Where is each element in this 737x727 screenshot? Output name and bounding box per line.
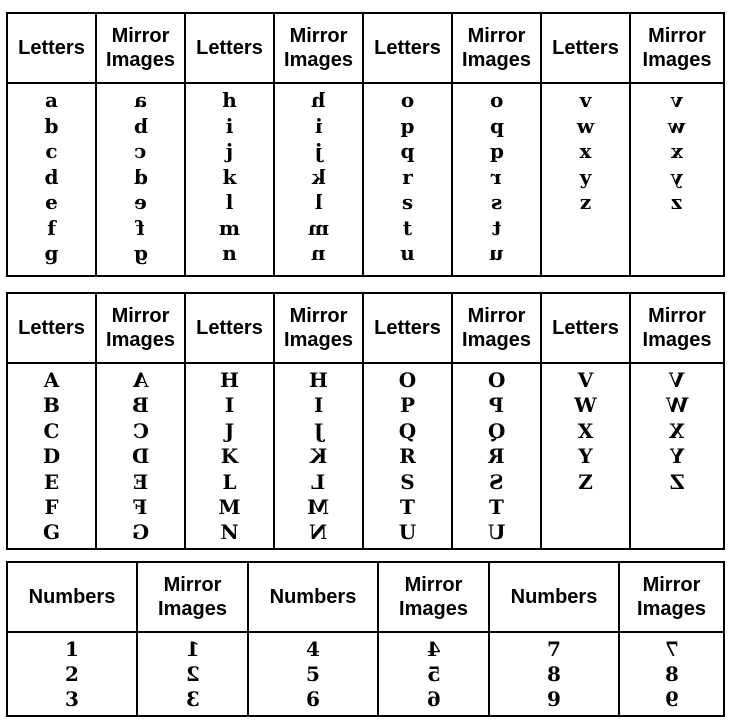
character-cell: b bbox=[44, 113, 59, 138]
character-cell: 8 bbox=[547, 662, 561, 686]
character-cell: J bbox=[224, 418, 235, 443]
character-cell: G bbox=[42, 520, 61, 545]
mirrored-character-cell: S bbox=[489, 469, 504, 494]
uppercase-letters-table bbox=[6, 292, 725, 550]
mirrored-character-cell: 1 bbox=[185, 637, 200, 661]
mirrored-character-cell: J bbox=[313, 418, 324, 443]
mirrored-character-cell: m bbox=[307, 215, 330, 240]
character-cell: T bbox=[400, 494, 415, 519]
header-mirror-images: Mirror Images bbox=[97, 14, 186, 84]
character-cell: w bbox=[576, 113, 595, 138]
header-letters: Letters bbox=[186, 14, 275, 84]
mirrored-character-cell: R bbox=[488, 444, 505, 469]
character-cell: I bbox=[224, 393, 235, 418]
mirrored-character-cell: g bbox=[133, 241, 148, 265]
mirrored-character-cell: 2 bbox=[185, 662, 200, 686]
character-cell: f bbox=[47, 215, 56, 240]
character-cell: u bbox=[400, 241, 415, 265]
character-cell: x bbox=[579, 139, 592, 163]
mirrored-character-cell: b bbox=[133, 113, 148, 138]
character-cell: 7 bbox=[547, 637, 561, 661]
header-mirror-images: Mirror Images bbox=[275, 294, 364, 364]
mirrored-character-cell: A bbox=[132, 368, 149, 392]
mirrored-character-cell: U bbox=[487, 520, 506, 545]
character-cell: 2 bbox=[65, 662, 79, 686]
character-cell: q bbox=[400, 139, 415, 163]
mirrored-character-cell: x bbox=[671, 139, 683, 163]
numbers-table bbox=[6, 561, 725, 717]
character-cell: g bbox=[44, 241, 59, 265]
original-column bbox=[8, 84, 97, 275]
mirrored-character-cell: 3 bbox=[185, 687, 200, 711]
character-cell: N bbox=[220, 520, 239, 545]
character-cell: l bbox=[225, 190, 234, 214]
character-cell: O bbox=[398, 368, 417, 392]
character-cell: L bbox=[222, 469, 237, 494]
character-cell: y bbox=[579, 164, 592, 189]
mirrored-character-cell: s bbox=[490, 190, 503, 214]
original-column bbox=[186, 364, 275, 548]
mirror-column bbox=[379, 633, 490, 715]
character-cell: Q bbox=[398, 418, 417, 443]
mirrored-character-cell: 6 bbox=[426, 687, 441, 711]
character-cell: a bbox=[45, 88, 58, 112]
character-cell: E bbox=[43, 469, 60, 494]
mirrored-character-cell: l bbox=[314, 190, 323, 214]
mirror-column bbox=[631, 84, 723, 275]
header-letters: Letters bbox=[542, 294, 631, 364]
mirror-column bbox=[138, 633, 249, 715]
character-cell: Y bbox=[578, 444, 593, 469]
character-cell: s bbox=[401, 190, 414, 214]
mirrored-character-cell: 9 bbox=[664, 687, 679, 711]
header-mirror-images: Mirror Images bbox=[631, 294, 723, 364]
mirrored-character-cell: E bbox=[132, 469, 149, 494]
mirrored-character-cell: z bbox=[671, 190, 683, 214]
mirrored-character-cell: n bbox=[311, 241, 326, 265]
original-column bbox=[542, 84, 631, 275]
mirrored-character-cell: p bbox=[489, 113, 504, 138]
mirrored-character-cell: I bbox=[313, 393, 324, 418]
character-cell: j bbox=[225, 139, 234, 163]
character-cell: i bbox=[225, 113, 234, 138]
header-letters: Letters bbox=[8, 14, 97, 84]
mirrored-character-cell: Z bbox=[669, 469, 685, 494]
character-cell: B bbox=[43, 393, 60, 418]
mirrored-character-cell: 4 bbox=[426, 637, 441, 661]
mirrored-character-cell: k bbox=[311, 164, 326, 189]
character-cell: W bbox=[574, 393, 597, 418]
mirror-column bbox=[275, 84, 364, 275]
mirrored-character-cell: e bbox=[134, 190, 147, 214]
character-cell: D bbox=[42, 444, 61, 469]
mirror-column bbox=[97, 364, 186, 548]
mirror-column bbox=[97, 84, 186, 275]
character-cell: 3 bbox=[65, 687, 79, 711]
character-cell: d bbox=[44, 164, 59, 189]
mirrored-character-cell: h bbox=[311, 88, 326, 112]
character-cell: X bbox=[577, 418, 594, 443]
character-cell: r bbox=[402, 164, 413, 189]
character-cell: o bbox=[400, 88, 415, 112]
header-mirror-images: Mirror Images bbox=[275, 14, 364, 84]
character-cell: p bbox=[400, 113, 415, 138]
mirrored-character-cell: 8 bbox=[664, 662, 679, 686]
character-cell: P bbox=[399, 393, 416, 418]
character-cell: 4 bbox=[306, 637, 320, 661]
mirrored-character-cell: K bbox=[309, 444, 328, 469]
header-numbers: Numbers bbox=[8, 563, 138, 633]
header-mirror-images: Mirror Images bbox=[379, 563, 490, 633]
mirrored-character-cell: X bbox=[669, 418, 685, 443]
character-cell: c bbox=[45, 139, 58, 163]
header-mirror-images: Mirror Images bbox=[453, 294, 542, 364]
mirror-column bbox=[453, 364, 542, 548]
mirrored-character-cell: w bbox=[668, 113, 686, 138]
original-column bbox=[8, 364, 97, 548]
lowercase-letters-table bbox=[6, 12, 725, 277]
character-cell: n bbox=[222, 241, 237, 265]
mirrored-character-cell: F bbox=[133, 494, 148, 519]
character-cell: M bbox=[218, 494, 241, 519]
character-cell: V bbox=[577, 368, 594, 392]
character-cell: 6 bbox=[306, 687, 320, 711]
header-mirror-images: Mirror Images bbox=[620, 563, 723, 633]
mirrored-character-cell: o bbox=[489, 88, 504, 112]
character-cell: A bbox=[43, 368, 60, 392]
mirrored-character-cell: a bbox=[134, 88, 147, 112]
mirrored-character-cell: j bbox=[314, 139, 323, 163]
mirrored-character-cell: r bbox=[491, 164, 502, 189]
mirrored-character-cell: D bbox=[131, 444, 150, 469]
mirrored-character-cell: T bbox=[489, 494, 504, 519]
mirrored-character-cell: M bbox=[307, 494, 330, 519]
character-cell: 9 bbox=[547, 687, 561, 711]
header-letters: Letters bbox=[364, 14, 453, 84]
mirrored-character-cell: N bbox=[309, 520, 328, 545]
header-letters: Letters bbox=[8, 294, 97, 364]
mirrored-character-cell: V bbox=[669, 368, 685, 392]
header-mirror-images: Mirror Images bbox=[97, 294, 186, 364]
original-column bbox=[364, 364, 453, 548]
original-column bbox=[8, 633, 138, 715]
mirrored-character-cell: f bbox=[136, 215, 145, 240]
mirror-column bbox=[620, 633, 723, 715]
mirror-column bbox=[453, 84, 542, 275]
character-cell: k bbox=[222, 164, 237, 189]
mirrored-character-cell: O bbox=[487, 368, 506, 392]
mirrored-character-cell: G bbox=[131, 520, 150, 545]
mirrored-character-cell: u bbox=[489, 241, 504, 265]
character-cell: v bbox=[579, 88, 592, 112]
mirrored-character-cell: 7 bbox=[664, 637, 679, 661]
mirrored-character-cell: C bbox=[132, 418, 149, 443]
character-cell: Z bbox=[578, 469, 593, 494]
mirrored-character-cell: d bbox=[133, 164, 148, 189]
mirrored-character-cell: B bbox=[132, 393, 149, 418]
header-letters: Letters bbox=[364, 294, 453, 364]
mirror-column bbox=[275, 364, 364, 548]
mirrored-character-cell: Q bbox=[487, 418, 506, 443]
mirrored-character-cell: P bbox=[488, 393, 505, 418]
character-cell: K bbox=[220, 444, 239, 469]
character-cell: U bbox=[398, 520, 417, 545]
header-mirror-images: Mirror Images bbox=[138, 563, 249, 633]
character-cell: e bbox=[45, 190, 58, 214]
mirrored-character-cell: y bbox=[671, 164, 683, 189]
mirrored-character-cell: i bbox=[314, 113, 323, 138]
header-numbers: Numbers bbox=[490, 563, 620, 633]
mirrored-character-cell: 5 bbox=[426, 662, 441, 686]
character-cell: 5 bbox=[306, 662, 320, 686]
mirrored-character-cell: L bbox=[311, 469, 326, 494]
character-cell: H bbox=[220, 368, 239, 392]
mirrored-character-cell: q bbox=[489, 139, 504, 163]
character-cell: t bbox=[402, 215, 413, 240]
mirrored-character-cell: c bbox=[134, 139, 147, 163]
header-letters: Letters bbox=[186, 294, 275, 364]
mirrored-character-cell: v bbox=[671, 88, 683, 112]
character-cell: h bbox=[222, 88, 237, 112]
original-column bbox=[364, 84, 453, 275]
mirrored-character-cell: W bbox=[665, 393, 689, 418]
original-column bbox=[490, 633, 620, 715]
character-cell: C bbox=[43, 418, 60, 443]
original-column bbox=[249, 633, 379, 715]
character-cell: F bbox=[44, 494, 59, 519]
character-cell: m bbox=[218, 215, 241, 240]
mirrored-character-cell: H bbox=[309, 368, 328, 392]
header-letters: Letters bbox=[542, 14, 631, 84]
mirror-column bbox=[631, 364, 723, 548]
original-column bbox=[542, 364, 631, 548]
original-column bbox=[186, 84, 275, 275]
character-cell: 1 bbox=[65, 637, 79, 661]
character-cell: S bbox=[400, 469, 415, 494]
header-numbers: Numbers bbox=[249, 563, 379, 633]
header-mirror-images: Mirror Images bbox=[631, 14, 723, 84]
mirrored-character-cell: Y bbox=[669, 444, 685, 469]
mirrored-character-cell: t bbox=[491, 215, 502, 240]
character-cell: R bbox=[399, 444, 416, 469]
character-cell: z bbox=[579, 190, 592, 214]
header-mirror-images: Mirror Images bbox=[453, 14, 542, 84]
